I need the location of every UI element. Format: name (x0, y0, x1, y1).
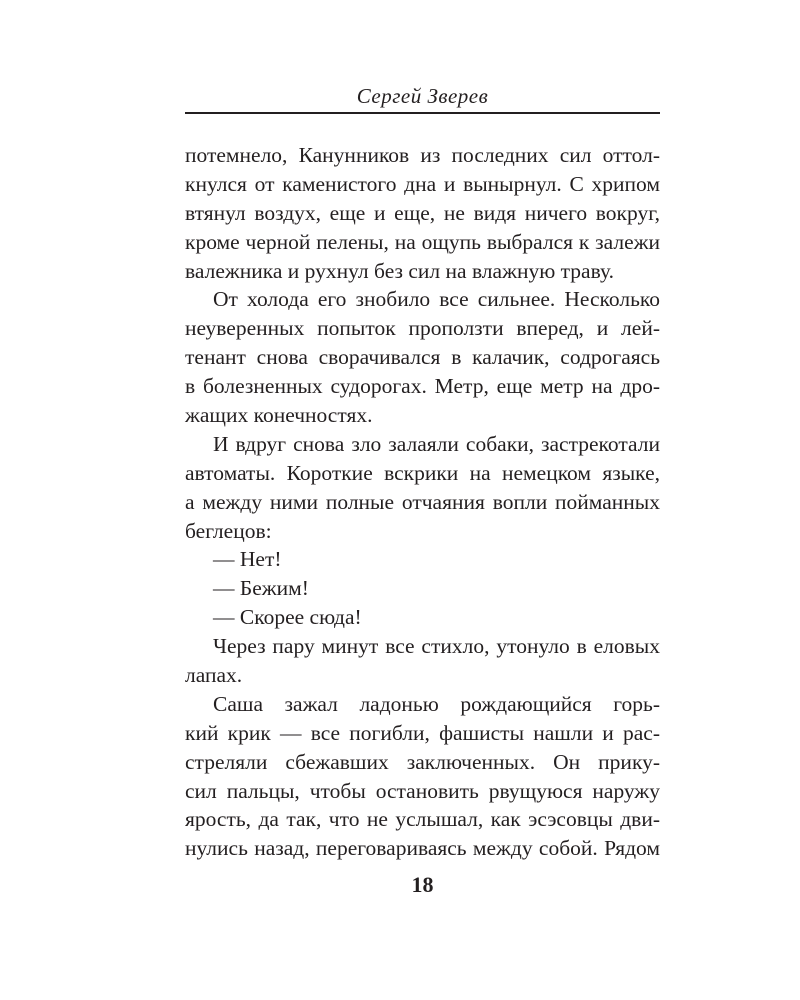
text-line: Саша зажал ладонью рождающийся горь- (213, 691, 660, 716)
text-line: лапах. (185, 663, 243, 688)
page-number: 18 (411, 872, 434, 897)
text-line: сил пальцы, чтобы остановить рвущуюся наружу (185, 778, 660, 803)
text-line: тенант снова сворачивался в калачик, содрогаясь (185, 345, 660, 370)
text-line: автоматы. Короткие вскрики на немецком языке, (185, 460, 660, 485)
text-line: валежника и рухнул без сил на влажную траву. (185, 258, 614, 283)
text-line: стреляли сбежавших заключенных. Он прику- (185, 749, 660, 774)
text-line: жащих конечностях. (185, 403, 373, 428)
header-rule (185, 112, 660, 114)
text-line: — Нет! (213, 547, 282, 572)
text-line: кроме черной пелены, на ощупь выбрался к залежи (185, 229, 660, 254)
text-line: кий крик — все погибли, фашисты нашли и рас- (185, 720, 660, 745)
text-line: ярость, да так, что не услышал, как эсэсовцы дви- (185, 807, 660, 832)
text-line: потемнело, Канунников из последних сил оттол- (185, 143, 660, 167)
text-line: кнулся от каменистого дна и вынырнул. С хрипом (185, 171, 660, 196)
text-line: в болезненных судорогах. Метр, еще метр на дро- (185, 374, 660, 399)
text-line: От холода его знобило все сильнее. Несколько (213, 287, 660, 312)
text-line: неуверенных попыток проползти вперед, и лей- (185, 316, 660, 341)
text-line: а между ними полные отчаяния вопли пойманных (185, 489, 660, 514)
text-line: — Скорее сюда! (213, 605, 362, 630)
text-line: И вдруг снова зло залаяли собаки, застрекотали (213, 431, 660, 456)
text-line: — Бежим! (213, 576, 309, 601)
running-header: Сергей Зверев (356, 84, 489, 108)
text-line: нулись назад, переговариваясь между собой. Рядом (185, 836, 660, 861)
text-line: беглецов: (185, 518, 272, 543)
page-body-text (185, 141, 660, 863)
text-line: Через пару минут все стихло, утонуло в еловых (213, 634, 660, 659)
text-line: втянул воздух, еще и еще, не видя ничего вокруг, (185, 200, 660, 225)
